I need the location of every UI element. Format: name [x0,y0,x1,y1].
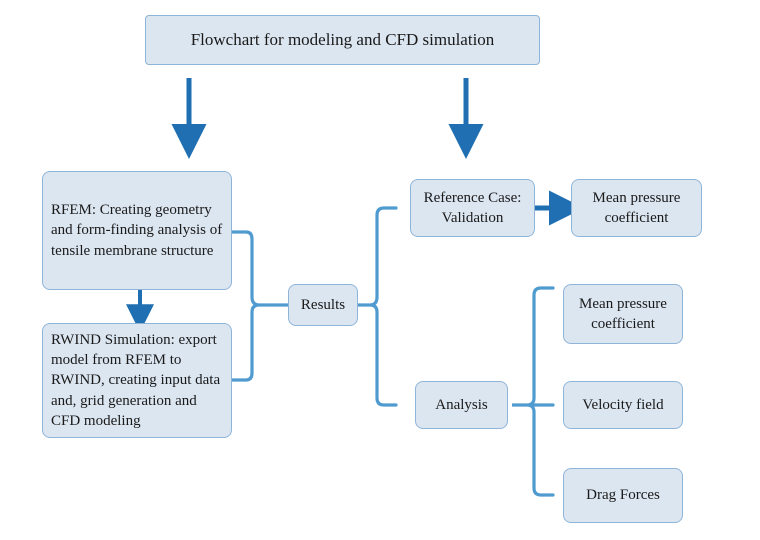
node-rfem-label: RFEM: Creating geometry and form-finding analysis of tensile membrane structure [51,202,223,259]
node-velocity-field [563,381,683,429]
node-reference-case [410,179,535,237]
node-mean-pressure-coefficient-analysis-label: Mean pressure coefficient [579,295,667,332]
node-rwind [42,323,232,438]
bracket-rfem-rwind-to-results [232,232,288,380]
node-rfem [42,171,232,290]
node-mean-pressure-coefficient-validation [571,179,702,237]
node-velocity-field-label: Velocity field [582,396,664,413]
node-drag-forces [563,468,683,523]
node-results [288,284,358,326]
node-mean-pressure-coefficient-analysis [563,284,683,344]
bracket-analysis-to-outputs [512,288,553,495]
bracket-results-to-branches [358,208,396,405]
node-analysis [415,381,508,429]
node-title [145,15,540,65]
node-analysis-label: Analysis [435,396,488,413]
node-results-label: Results [300,296,346,313]
node-mean-pressure-coefficient-validation-label: Mean pressure coefficient [592,189,681,226]
node-title-label: Flowchart for modeling and CFD simulation [190,29,495,49]
node-rwind-label: RWIND Simulation: export model from RFEM to RWIND, creating input data and, grid generation and CFD modeling [51,331,221,429]
node-reference-case-label: Reference Case: Validation [423,189,522,226]
node-drag-forces-label: Drag Forces [586,487,660,504]
